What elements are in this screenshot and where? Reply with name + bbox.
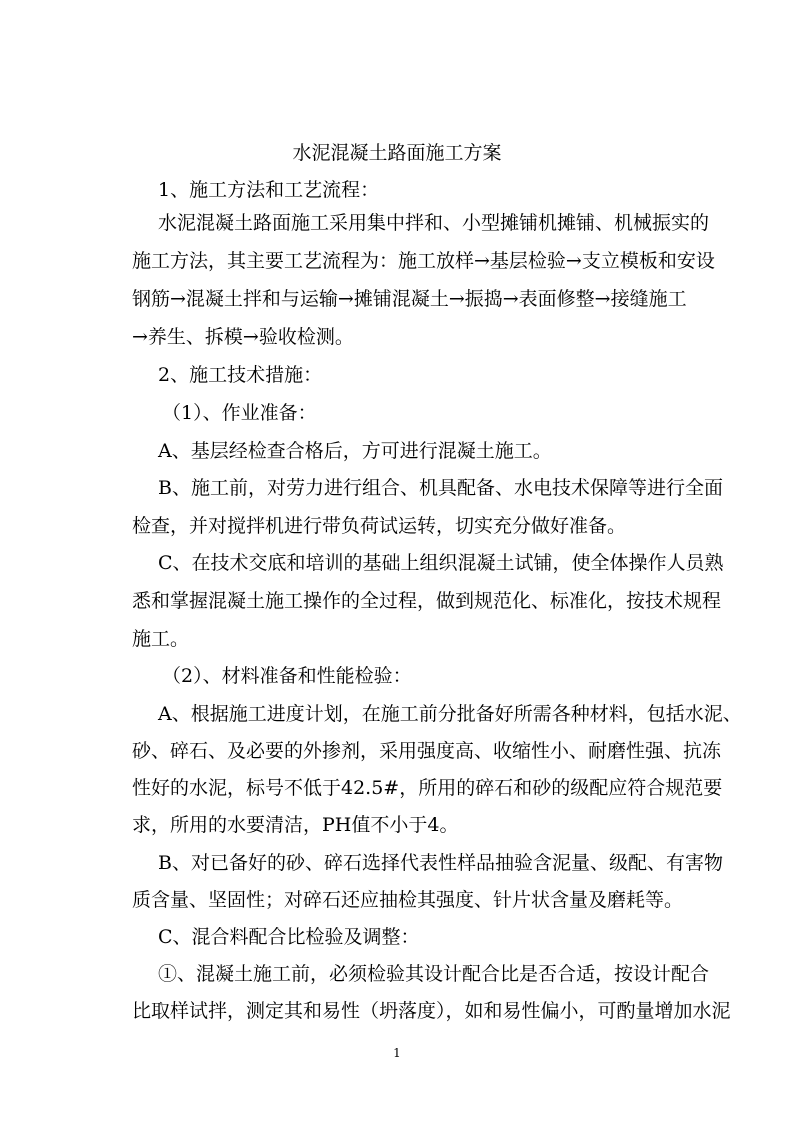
subsection-heading: （1）、作业准备： (162, 402, 317, 424)
paragraph-line: B、施工前，对劳力进行组合、机具配备、水电技术保障等进行全面 (158, 477, 723, 499)
paragraph-line: 钢筋→混凝土拌和与运输→摊铺混凝土→振捣→表面修整→接缝施工 (132, 288, 687, 310)
paragraph-line: 质含量、坚固性；对碎石还应抽检其强度、针片状含量及磨耗等。 (132, 889, 684, 911)
paragraph-line: 性好的水泥，标号不低于42.5#，所用的碎石和砂的级配应符合规范要 (132, 777, 723, 799)
paragraph-line: A、根据施工进度计划，在施工前分批备好所需各种材料，包括水泥、 (158, 703, 742, 725)
paragraph-line: C、混合料配合比检验及调整： (158, 926, 420, 948)
paragraph-line: 求，所用的水要清洁，PH值不小于4。 (132, 814, 459, 836)
subsection-heading: （2）、材料准备和性能检验： (162, 665, 412, 687)
paragraph-line: →养生、拆模→验收检测。 (132, 326, 354, 348)
document-title: 水泥混凝土路面施工方案 (292, 142, 502, 164)
section-heading-2: 2、施工技术措施： (158, 364, 323, 386)
paragraph-line: 施工方法，其主要工艺流程为：施工放样→基层检验→支立模板和安设 (132, 250, 715, 272)
paragraph-line: 砂、碎石、及必要的外掺剂，采用强度高、收缩性小、耐磨性强、抗冻 (132, 740, 722, 762)
paragraph-line: 悉和掌握混凝土施工操作的全过程，做到规范化、标准化，按技术规程 (132, 590, 722, 612)
paragraph-line: 比取样试拌，测定其和易性（坍落度），如和易性偏小，可酌量增加水泥 (132, 1000, 731, 1022)
paragraph-line: ①、混凝土施工前，必须检验其设计配合比是否合适，按设计配合 (158, 963, 710, 985)
paragraph-line: B、对已备好的砂、碎石选择代表性样品抽验含泥量、级配、有害物 (158, 852, 723, 874)
page-number: 1 (393, 1046, 401, 1060)
paragraph-line: C、在技术交底和培训的基础上组织混凝土试铺，使全体操作人员熟 (158, 552, 724, 574)
paragraph-line: A、基层经检查合格后，方可进行混凝土施工。 (158, 440, 552, 462)
paragraph-line: 施工。 (132, 628, 190, 650)
paragraph-line: 水泥混凝土路面施工采用集中拌和、小型摊铺机摊铺、机械振实的 (158, 212, 710, 234)
paragraph-line: 检查，并对搅拌机进行带负荷试运转，切实充分做好准备。 (132, 515, 627, 537)
section-heading-1: 1、施工方法和工艺流程： (158, 179, 380, 201)
